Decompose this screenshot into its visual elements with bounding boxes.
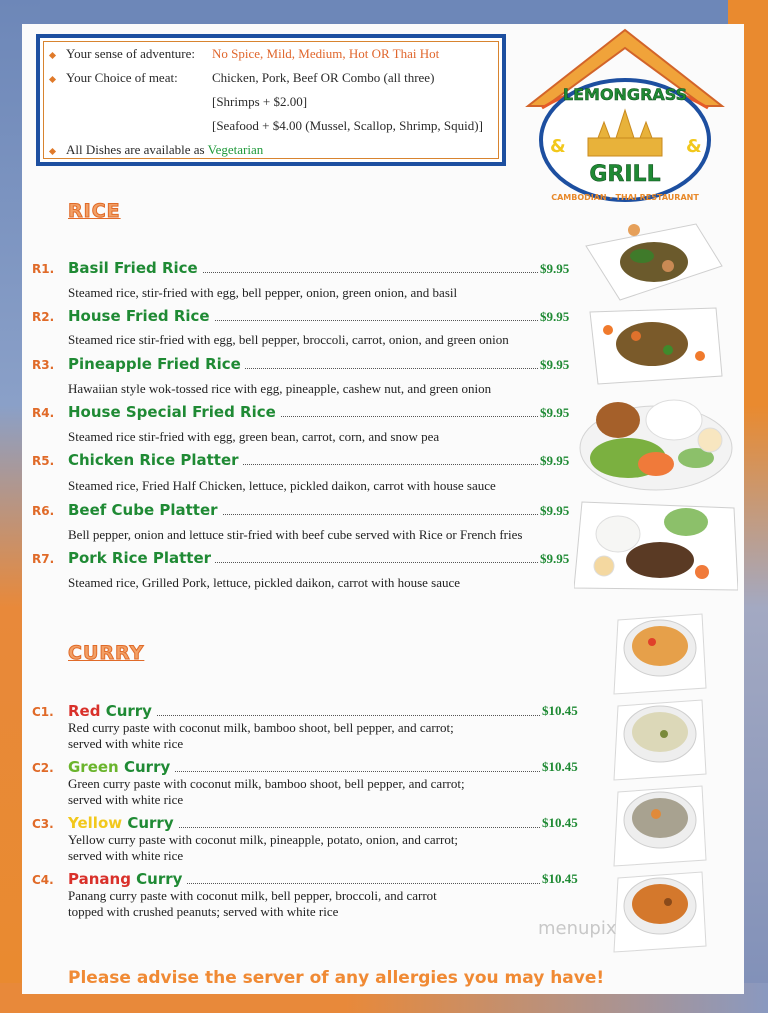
yellow-curry-photo xyxy=(612,784,708,868)
curry-item-description-line2: topped with crushed peanuts; served with white rice xyxy=(68,904,339,919)
adventure-label: Your sense of adventure: xyxy=(66,46,196,61)
rice-item-code: R3. xyxy=(32,358,55,372)
rice-item-name: Beef Cube Platter xyxy=(68,501,222,519)
green-curry-photo xyxy=(612,698,708,782)
curry-color-word: Green xyxy=(68,758,119,776)
rice-item-description: Steamed rice, Grilled Pork, lettuce, pickled daikon, carrot with house sauce xyxy=(68,575,461,590)
curry-item-description: Yellow curry paste with coconut milk, pineapple, potato, onion, and carrot; xyxy=(68,832,459,847)
vegetarian-row: All Dishes are available as Vegetarian xyxy=(66,142,264,157)
curry-item-code: C4. xyxy=(32,873,54,887)
beef-cube-platter-photo xyxy=(574,500,738,592)
logo-line1: LEMONGRASS xyxy=(562,85,688,104)
rice-item-price: $9.95 xyxy=(540,261,570,276)
logo-amp-right: & xyxy=(686,136,702,157)
rice-item-name: House Special Fried Rice xyxy=(68,403,280,421)
curry-item-description-line2: served with white rice xyxy=(68,736,184,751)
curry-item-price: $10.45 xyxy=(542,703,578,718)
rice-item-description: Bell pepper, onion and lettuce stir-fried with beef cube served with Rice or French fries xyxy=(68,527,523,542)
adventure-value: No Spice, Mild, Medium, Hot OR Thai Hot xyxy=(212,46,440,61)
curry-item-description: Panang curry paste with coconut milk, bell pepper, broccoli, and carrot xyxy=(68,888,437,903)
logo-tagline: CAMBODIAN - THAI RESTAURANT xyxy=(551,193,699,202)
vegetarian-value: Vegetarian xyxy=(207,142,264,157)
curry-item-description-line2: served with white rice xyxy=(68,792,184,807)
meat-value: Chicken, Pork, Beef OR Combo (all three) xyxy=(212,70,435,85)
curry-item-price: $10.45 xyxy=(542,871,578,886)
rice-item-code: R2. xyxy=(32,310,55,324)
rice-item-price: $9.95 xyxy=(540,453,570,468)
curry-item-code: C3. xyxy=(32,817,54,831)
curry-item-name xyxy=(68,870,186,888)
allergy-note: Please advise the server of any allergies you may have! xyxy=(68,968,605,988)
seafood-note: [Seafood + $4.00 (Mussel, Scallop, Shrimp, Squid)] xyxy=(212,118,483,133)
logo-amp-left: & xyxy=(550,136,566,157)
lemongrass-grill-logo xyxy=(520,28,730,206)
house-fried-rice-photo xyxy=(588,306,724,386)
rice-item-description: Steamed rice, stir-fried with egg, bell pepper, onion, green onion, and basil xyxy=(68,285,458,300)
rice-item-price: $9.95 xyxy=(540,357,570,372)
curry-item-code: C1. xyxy=(32,705,54,719)
curry-item-price: $10.45 xyxy=(542,815,578,830)
rice-item-description: Steamed rice stir-fried with egg, bell pepper, broccoli, carrot, onion, and green onion xyxy=(68,332,509,347)
rice-item-code: R6. xyxy=(32,504,55,518)
rice-item-code: R4. xyxy=(32,406,55,420)
rice-section-title: RICE xyxy=(68,200,121,222)
curry-word: Curry xyxy=(136,870,183,888)
curry-color-word: Panang xyxy=(68,870,131,888)
rice-item-price: $9.95 xyxy=(540,309,570,324)
curry-color-word: Red xyxy=(68,702,101,720)
red-curry-photo xyxy=(612,612,708,696)
rice-item-price: $9.95 xyxy=(540,551,570,566)
logo-line2: GRILL xyxy=(589,162,661,187)
shrimp-note: [Shrimps + $2.00] xyxy=(212,94,308,109)
curry-item-description: Red curry paste with coconut milk, bamboo shoot, bell pepper, and carrot; xyxy=(68,720,454,735)
curry-color-word: Yellow xyxy=(68,814,123,832)
curry-item-description: Green curry paste with coconut milk, bamboo shoot, bell pepper, and carrot; xyxy=(68,776,465,791)
curry-item-name xyxy=(68,758,174,776)
curry-item-name xyxy=(68,702,156,720)
adventure-row xyxy=(66,46,195,62)
rice-item-name: Basil Fried Rice xyxy=(68,259,202,277)
curry-word: Curry xyxy=(105,702,152,720)
rice-item-code: R5. xyxy=(32,454,55,468)
rice-item-description: Steamed rice stir-fried with egg, green bean, carrot, corn, and snow pea xyxy=(68,429,440,444)
watermark: menupix xyxy=(538,918,617,939)
rice-item-code: R7. xyxy=(32,552,55,566)
rice-item-price: $9.95 xyxy=(540,503,570,518)
rice-item-name: Chicken Rice Platter xyxy=(68,451,243,469)
curry-item-name xyxy=(68,814,178,832)
meat-label: Your Choice of meat: xyxy=(66,70,178,85)
chicken-rice-platter-photo xyxy=(578,396,734,492)
options-info-box xyxy=(36,34,506,166)
curry-word: Curry xyxy=(127,814,174,832)
panang-curry-photo xyxy=(612,870,708,954)
rice-item-name: Pineapple Fried Rice xyxy=(68,355,245,373)
rice-item-description: Steamed rice, Fried Half Chicken, lettuce, pickled daikon, carrot with house sauce xyxy=(68,478,496,493)
curry-item-code: C2. xyxy=(32,761,54,775)
curry-section-title: CURRY xyxy=(68,642,145,664)
curry-item-price: $10.45 xyxy=(542,759,578,774)
rice-item-code: R1. xyxy=(32,262,55,276)
curry-item-description-line2: served with white rice xyxy=(68,848,184,863)
rice-item-name: Pork Rice Platter xyxy=(68,549,215,567)
rice-item-name: House Fried Rice xyxy=(68,307,214,325)
basil-fried-rice-photo xyxy=(584,222,724,302)
rice-item-price: $9.95 xyxy=(540,405,570,420)
curry-word: Curry xyxy=(123,758,171,776)
rice-item-description: Hawaiian style wok-tossed rice with egg, pineapple, cashew nut, and green onion xyxy=(68,381,492,396)
